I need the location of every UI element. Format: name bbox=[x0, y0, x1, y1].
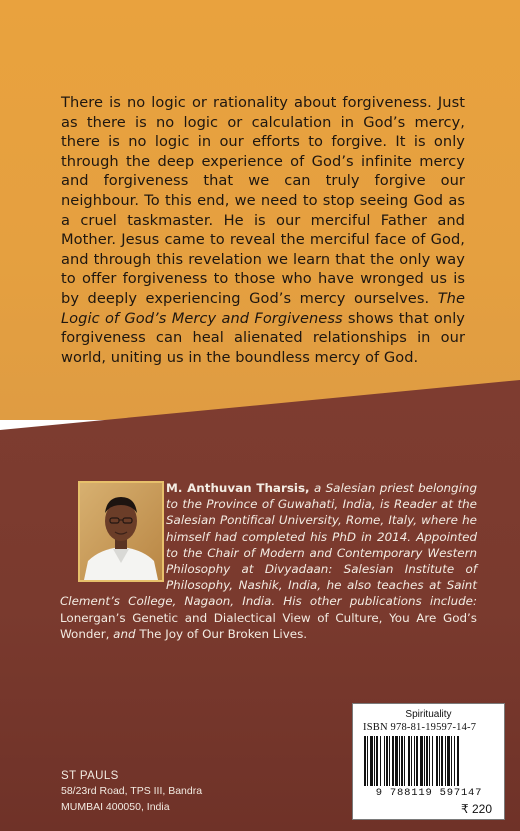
barcode-bar bbox=[454, 736, 455, 786]
barcode-bar bbox=[432, 736, 433, 786]
barcode-bar bbox=[457, 736, 459, 786]
bio-book-2: You Are God’s Wonder, bbox=[60, 610, 477, 641]
category-label: Spirituality bbox=[405, 709, 452, 720]
blurb-book-title: The Logic of God’s Mercy and Forgiveness bbox=[61, 289, 465, 327]
barcode-bar bbox=[414, 736, 415, 786]
barcode-digits: 9 788119 597147 bbox=[375, 787, 483, 799]
barcode-bar bbox=[374, 736, 375, 786]
barcode-bar bbox=[404, 736, 405, 786]
barcode-bar bbox=[445, 736, 446, 786]
isbn-barcode-box bbox=[352, 703, 505, 820]
barcode-bar bbox=[386, 736, 388, 786]
barcode-bar bbox=[376, 736, 378, 786]
barcode-bar bbox=[395, 736, 398, 786]
bio-book-3: The Joy of Our Broken Lives. bbox=[139, 626, 308, 641]
barcode-bar bbox=[424, 736, 425, 786]
barcode-bar bbox=[429, 736, 430, 786]
author-bio bbox=[60, 480, 477, 642]
barcode-bar bbox=[420, 736, 423, 786]
barcode-bar bbox=[436, 736, 438, 786]
price-label: ₹ 220 bbox=[461, 802, 492, 816]
barcode-bar bbox=[439, 736, 440, 786]
barcode-bar bbox=[392, 736, 394, 786]
bio-text-1: a Salesian priest belonging to the Province of Guwahati, India, is Reader at the Salesian Pontifical University, Rome, Italy, where he himself had completed his PhD in 2014. Appointed to the Chair of Modern and Contemporary Western Philosophy at Divyadaan: Salesian Institute of Philosophy, Nashik, India, he also teaches at Saint Clement’s College, Nagaon, India. His other publications include: bbox=[60, 481, 477, 609]
author-name: M. Anthuvan Tharsis, bbox=[166, 481, 310, 495]
blurb-text-part1: There is no logic or rationality about forgiveness. Just as there is no logic or calculation in God’s mercy, there is no logic in our efforts to forgive. It is only through the deep experience of God’s infinite mercy and forgiveness that we can truly forgive our neighbour. To this end, we need to stop seeing God as a cruel taskmaster. He is our merciful Father and Mother. Jesus came to reveal the merciful face of God, and through this revelation we learn that the only way to offer forgiveness to those who have wronged us is by deeply experiencing God’s mercy ourselves. bbox=[61, 94, 465, 307]
barcode-bar bbox=[441, 736, 443, 786]
barcode-bar bbox=[451, 736, 452, 786]
isbn-number: ISBN 978-81-19597-14-7 bbox=[363, 722, 477, 733]
barcode-bars bbox=[363, 736, 495, 786]
barcode-bar bbox=[364, 736, 366, 786]
barcode-bar bbox=[384, 736, 385, 786]
publisher-address-line2: MUMBAI 400050, India bbox=[61, 800, 170, 813]
barcode-bar bbox=[447, 736, 450, 786]
blurb-text-part2: shows that only forgiveness can heal alienated relationships in our world, uniting us in the boundless mercy of God. bbox=[61, 309, 465, 366]
book-blurb bbox=[61, 93, 465, 367]
bio-text-3: and bbox=[109, 626, 140, 641]
barcode-bar bbox=[411, 736, 412, 786]
bio-book-1: Lonergan’s Genetic and Dialectical View of Culture, bbox=[60, 610, 383, 625]
barcode-bar bbox=[399, 736, 400, 786]
barcode-bar bbox=[380, 736, 381, 786]
publisher-block bbox=[61, 769, 202, 815]
barcode-bar bbox=[408, 736, 410, 786]
photo-space bbox=[60, 480, 166, 586]
publisher-name: ST PAULS bbox=[61, 770, 119, 782]
barcode-bar bbox=[401, 736, 403, 786]
publisher-address-line1: 58/23rd Road, TPS III, Bandra bbox=[61, 785, 203, 797]
barcode-bar bbox=[426, 736, 428, 786]
barcode-bar bbox=[370, 736, 373, 786]
barcode-bar bbox=[416, 736, 418, 786]
barcode-bar bbox=[389, 736, 390, 786]
barcode-bar bbox=[367, 736, 368, 786]
